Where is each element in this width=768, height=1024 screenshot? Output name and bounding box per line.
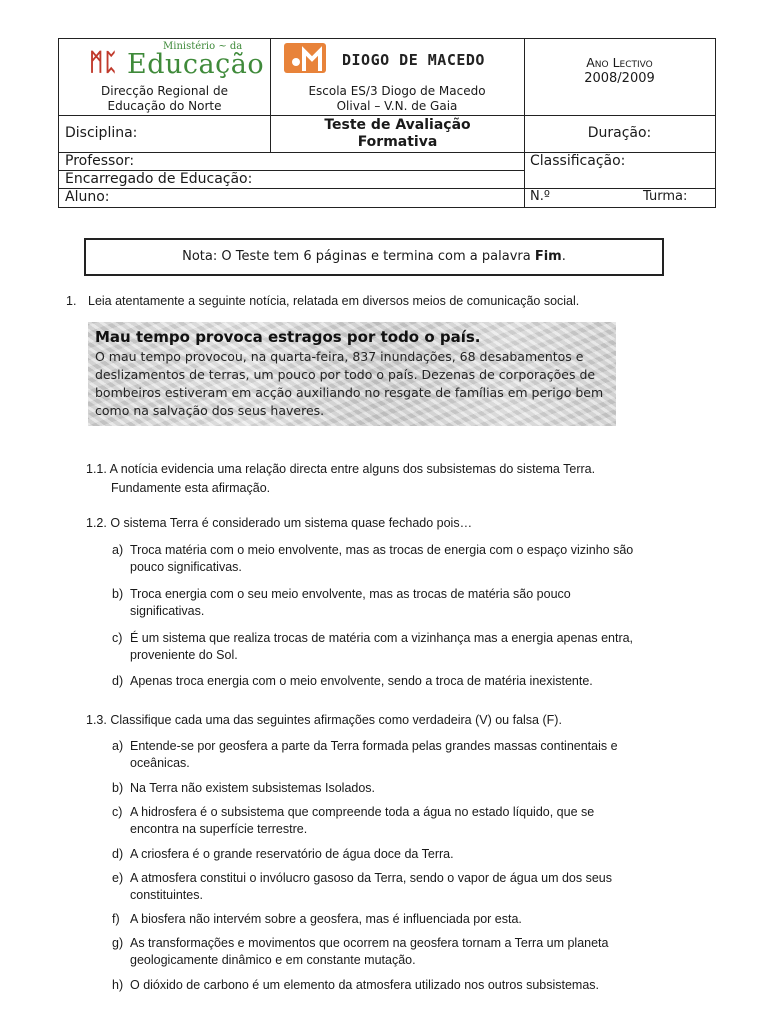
statement-label: d) (112, 847, 124, 861)
school-line-2: Olival – V.N. de Gaia (336, 99, 458, 113)
direccao-line-1: Direcção Regional de (101, 84, 228, 98)
statement-text-line-1: A atmosfera constitui o invólucro gasoso da Terra, sendo o vapor de água um dos seus (130, 871, 613, 885)
aluno-label: Aluno: (65, 189, 110, 205)
school-cell (270, 39, 524, 115)
school-line-1: Escola ES/3 Diogo de Macedo (308, 84, 486, 98)
question-1-2-text: 1.2. O sistema Terra é considerado um sistema quase fechado pois… (86, 516, 473, 530)
statement-text-line-1: As transformações e movimentos que ocorrem na geosfera tornam a Terra um planeta (130, 936, 609, 950)
header-table (58, 38, 716, 208)
disciplina-label: Disciplina: (65, 125, 138, 141)
option-text-line-1: Apenas troca energia com o meio envolvente, sendo a troca de matéria inexistente. (130, 674, 593, 688)
duracao-label: Duração: (587, 125, 652, 141)
option-text-line-2: significativas. (130, 604, 205, 618)
statement-text-line-2: encontra na superfície terrestre. (130, 822, 308, 836)
test-title-line-2: Formativa (357, 134, 438, 150)
note-bold-word: Fim (534, 249, 562, 264)
question-1-text: Leia atentamente a seguinte notícia, relatada em diversos meios de comunicação social. (88, 294, 580, 308)
question-1-1-line-2: Fundamente esta afirmação. (111, 481, 271, 495)
option-label: b) (112, 587, 124, 601)
divider (524, 39, 525, 207)
ano-lectivo-cell (524, 39, 715, 115)
statement-label: c) (112, 805, 123, 819)
question-1-3-text: 1.3. Classifique cada uma das seguintes afirmações como verdadeira (V) ou falsa (F). (86, 713, 562, 727)
option-label: d) (112, 674, 124, 688)
statement-text-line-1: O dióxido de carbono é um elemento da atmosfera utilizado nos outros subsistemas. (130, 978, 600, 992)
option-text-line-2: proveniente do Sol. (130, 648, 238, 662)
question-1-1-line-1: 1.1. A notícia evidencia uma relação directa entre alguns dos subsistemas do sistema Terra. (86, 462, 596, 476)
direccao-line-2: Educação do Norte (107, 99, 222, 113)
school-logo-name: DIOGO DE MACEDO (342, 51, 485, 69)
ano-lectivo-value: 2008/2009 (584, 71, 655, 86)
statement-label: e) (112, 871, 124, 885)
note-text: Nota: O Teste tem 6 páginas e termina com a palavra (182, 249, 535, 264)
statement-label: h) (112, 978, 124, 992)
question-1-number: 1. (66, 294, 77, 308)
school-text (270, 84, 524, 114)
statement-text-line-1: Na Terra não existem subsistemas Isolados. (130, 781, 376, 795)
ministry-emblem-icon: ᛗᛈ (89, 47, 118, 76)
ministry-logo-top: Ministério ~ da (163, 41, 243, 52)
statement-label: f) (112, 912, 120, 926)
option-text-line-1: Troca energia com o seu meio envolvente, mas as trocas de matéria são pouco (130, 587, 571, 601)
ano-lectivo-label: Ano Lectivo (586, 55, 653, 70)
professor-label: Professor: (65, 153, 135, 169)
news-body: O mau tempo provocou, na quarta-feira, 837 inundações, 68 desabamentos e deslizamentos de terras, um pouco por todo o país. Dezenas de corporações de bombeiros estiveram em acção auxiliando no resgate de famílias em perigo bem como na salvação dos seus haveres. (95, 349, 604, 418)
statement-text-line-1: Entende-se por geosfera a parte da Terra formada pelas grandes massas continentais e (130, 739, 618, 753)
option-text-line-1: Troca matéria com o meio envolvente, mas as trocas de energia com o espaço vizinho são (130, 543, 634, 557)
numero-label: N.º (530, 189, 550, 204)
classificacao-label: Classificação: (530, 153, 626, 169)
divider (59, 115, 715, 116)
option-text-line-1: É um sistema que realiza trocas de matéria com a vizinhança mas a energia apenas entra, (130, 631, 634, 645)
ministry-logo (87, 41, 265, 80)
option-label: a) (112, 543, 124, 557)
encarregado-label: Encarregado de Educação: (65, 171, 253, 187)
divider (59, 188, 715, 189)
statement-label: g) (112, 936, 124, 950)
ministry-logo-word: Educação (127, 49, 265, 80)
statement-text-line-2: constituintes. (130, 888, 203, 902)
direccao-text (59, 84, 270, 114)
statement-text-line-2: oceânicas. (130, 756, 190, 770)
statement-text-line-1: A biosfera não intervém sobre a geosfera, mas é influenciada por esta. (130, 912, 522, 926)
option-label: c) (112, 631, 123, 645)
note-suffix: . (561, 249, 566, 264)
option-text-line-2: pouco significativas. (130, 560, 242, 574)
test-title-line-1: Teste de Avaliação (324, 117, 471, 133)
statement-label: b) (112, 781, 124, 795)
ministry-cell (59, 39, 270, 115)
note-box (84, 238, 664, 276)
statement-text-line-1: A criosfera é o grande reservatório de água doce da Terra. (130, 847, 454, 861)
statement-label: a) (112, 739, 124, 753)
statement-text-line-2: geologicamente dinâmico e em constante mutação. (130, 953, 416, 967)
test-title (271, 117, 524, 151)
school-logo-icon (284, 43, 326, 73)
statement-text-line-1: A hidrosfera é o subsistema que compreende toda a água no estado líquido, que se (130, 805, 595, 819)
turma-label: Turma: (643, 189, 688, 204)
news-title: Mau tempo provoca estragos por todo o país. (95, 328, 481, 346)
news-excerpt (88, 322, 616, 426)
